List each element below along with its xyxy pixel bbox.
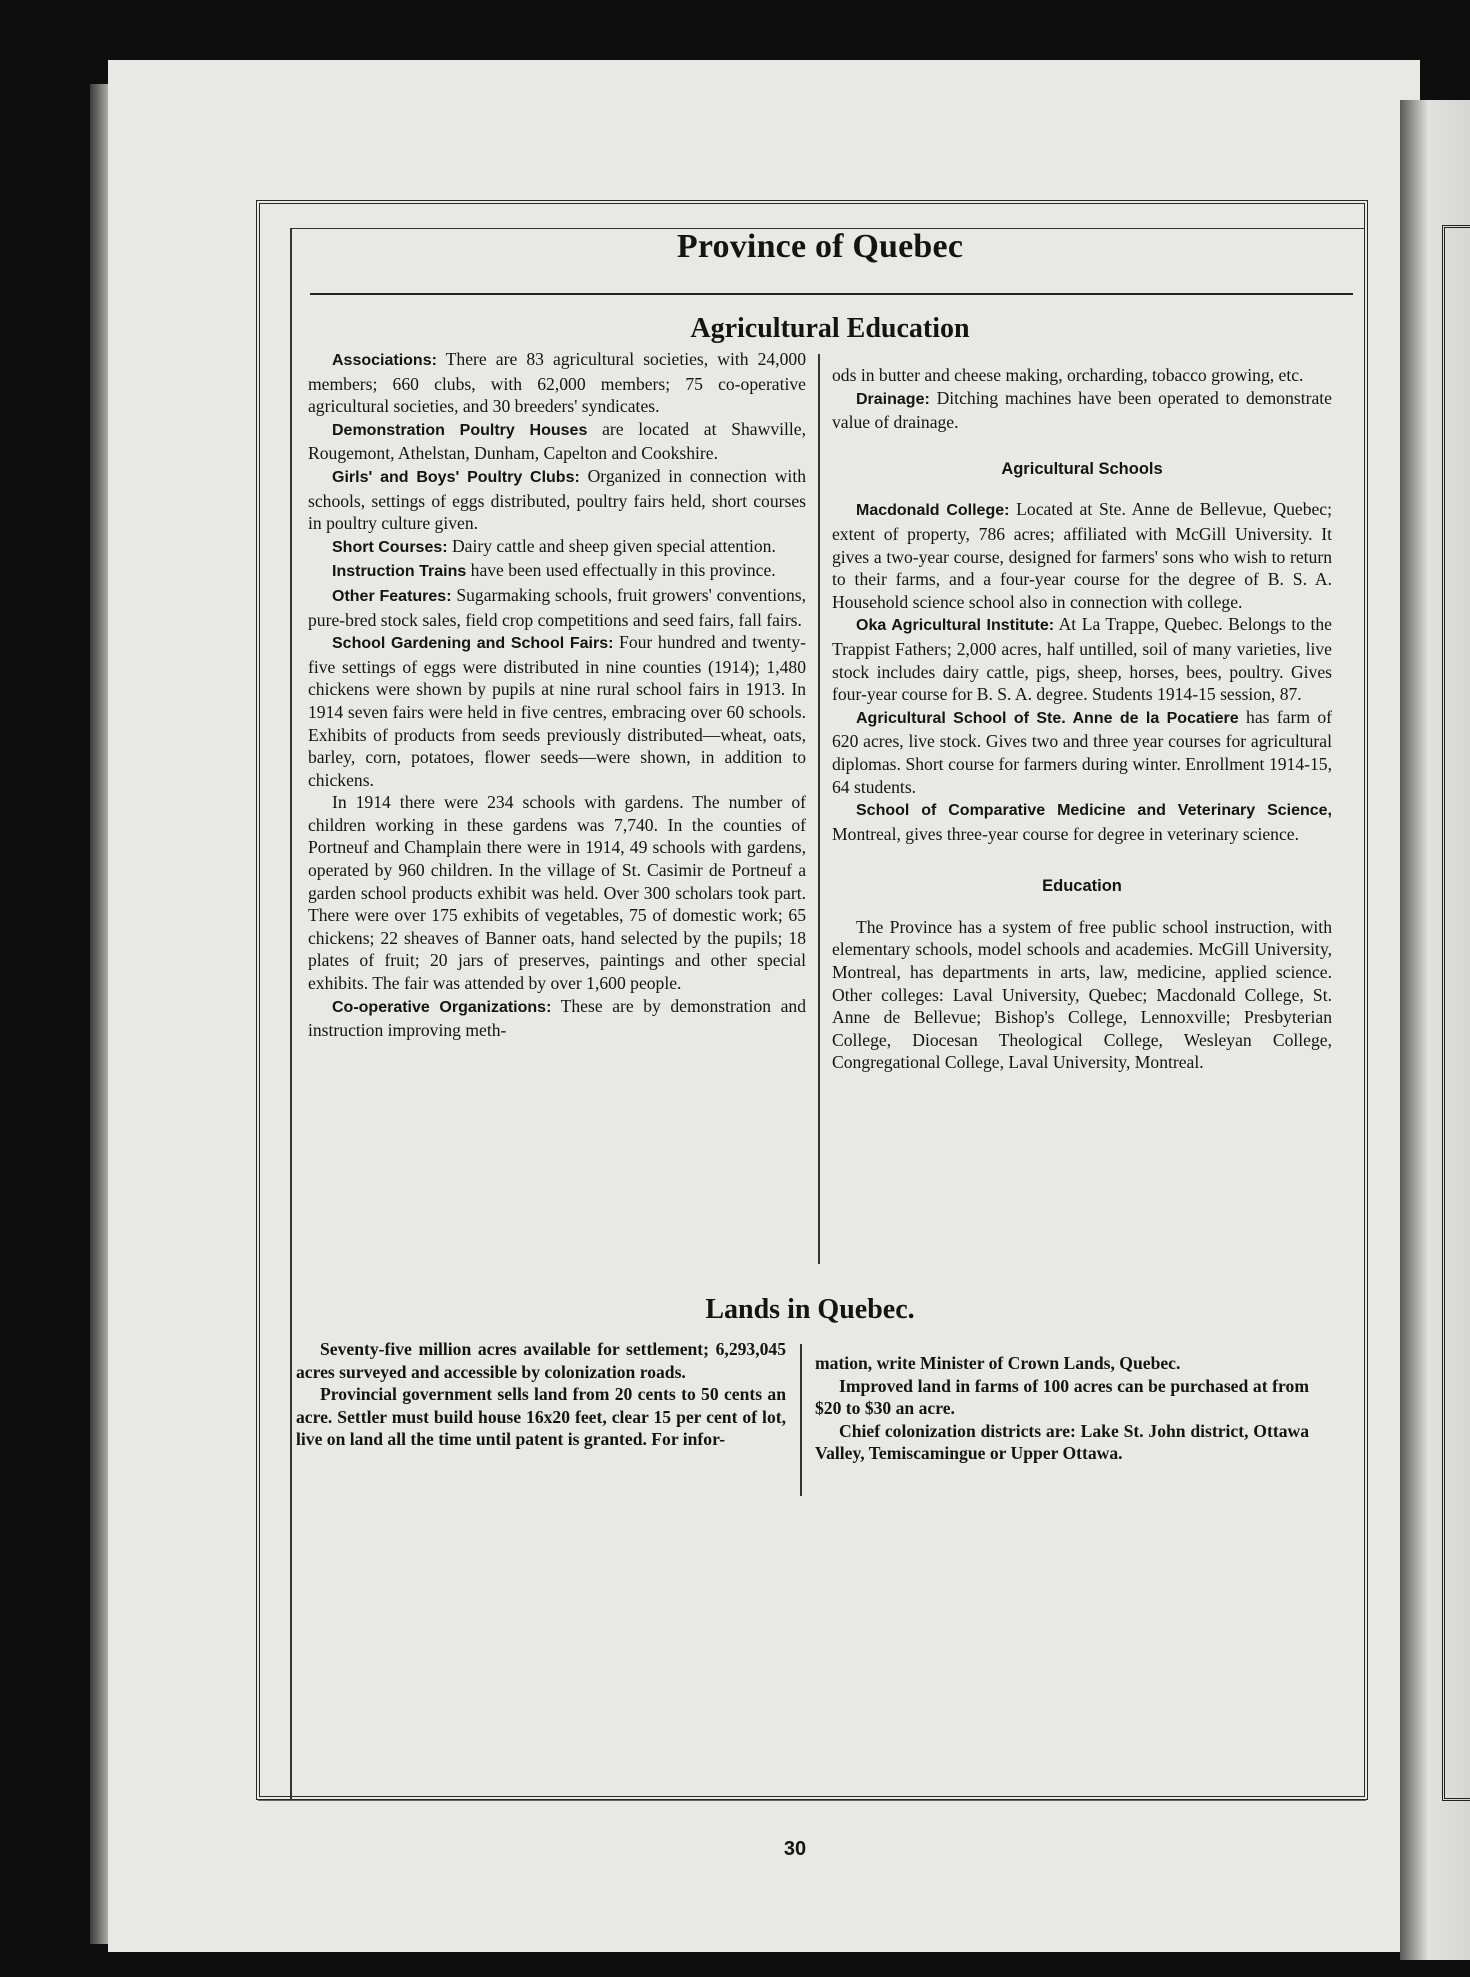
paragraph-text: Ditching machines have been operated to demonstrate value of drainage. [832,387,1332,433]
paragraph-label: Other Features: [332,587,452,605]
lands-column-divider [800,1344,802,1496]
paragraph-text: Located at Ste. Anne de Bellevue, Quebec; extent of property, 786 acres; affiliated with McGill University. It gives a two-year course, designed for farmers' sons who wish to return to their farms, and a four-year course for the degree of B. S. A. Household science school also in connection with college. [832,499,1333,612]
paragraph-text: Dairy cattle and sheep given special attention. [447,535,776,556]
paragraph: Chief colonization districts are: Lake St. John district, Ottawa Valley, Temiscamingue or Upper Ottawa. [815,1420,1309,1464]
paragraph-text: are located at Shawville, Rougemont, Athelstan, Dunham, Capelton and Cookshire. [308,418,806,464]
paragraph-label: Girls' and Boys' Poultry Clubs: [332,468,580,486]
frame-bottom-line [258,1800,1366,1801]
paragraph-text: has farm of 620 acres, live stock. Gives two and three year courses for agricultural diplomas. Short course for farmers during winter. Enrollment 1914-15, 64 students. [832,706,1333,797]
paragraph-label: School Gardening and School Fairs: [332,635,614,653]
section-title-lands: Lands in Quebec. [705,1294,915,1325]
paragraph [308,584,806,631]
title-rule [310,293,1353,295]
paragraph [308,631,806,791]
paragraph [832,798,1332,845]
paragraph [832,613,1332,705]
page-title: Province of Quebec [676,228,964,265]
paragraph-label: Oka Agricultural Institute: [856,617,1055,635]
paragraph-text: Organized in connection with schools, settings of eggs distributed, poultry fairs held, short courses in poultry culture given. [308,465,807,534]
paragraph-text: At La Trappe, Quebec. Belongs to the Trappist Fathers; 2,000 acres, half untilled, soil of many varieties, live stock includes dairy cattle, pigs, sheep, horses, bees, poultry. Gives four-year course for B. S. A. degree. Students 1914-15 session, 87. [832,614,1332,705]
paragraph [308,559,806,584]
lands-right-column [815,1352,1309,1465]
paragraph-label: Macdonald College: [856,502,1010,520]
heading-education: Education [1042,877,1122,896]
page-number: 30 [783,1838,807,1860]
paragraph-label: Short Courses: [332,538,448,556]
paragraph: Seventy-five million acres available for settlement; 6,293,045 acres surveyed and accessible by colonization roads. [296,1339,786,1382]
paragraph-label: Demonstration Poultry Houses [332,421,588,439]
paragraph [308,791,806,994]
left-column [308,348,806,1042]
paragraph-text: There are 83 agricultural societies, with 24,000 members; 660 clubs, with 62,000 members; 75 co-operative agricultural societies, and 30 breeders' syndicates. [308,349,806,417]
paragraph-continuation: ods in butter and cheese making, orcharding, tobacco growing, etc. [832,365,1304,385]
paragraph-label: Drainage: [856,390,930,408]
paragraph: Provincial government sells land from 20 cents to 50 cents an acre. Settler must build house 16x20 feet, clear 15 per cent of lot, live on land all the time until patent is granted. For infor- [296,1384,786,1450]
heading-agricultural-schools: Agricultural Schools [1001,459,1163,478]
adjacent-page-frame [1442,225,1470,1801]
paragraph: The Province has a system of free public school instruction, with elementary schools, model schools and academies. McGill University, Montreal, has departments in arts, law, medicine, applied science. Other colleges: Laval University, Quebec; Macdonald College, St. Anne de Bellevue; Bishop's College, Lennoxville; Presbyterian College, Diocesan Theological College, Wesleyan College, Congregational College, Laval University, Montreal. [832,916,1332,1073]
right-column [832,364,1332,1074]
column-divider [818,354,820,1264]
paragraph-text: These are by demonstration and instruction improving meth- [308,995,806,1041]
paragraph-text: have been used effectually in this province. [466,560,776,581]
paragraph [308,465,806,535]
paragraph-label: Associations: [332,352,437,369]
paragraph [832,387,1332,434]
paragraph-text: In 1914 there were 234 schools with gardens. The number of children working in these gardens was 7,740. In the counties of Portneuf and Champlain there were in 1914, 49 schools with gardens, operated by 960 children. In the village of St. Casimir de Portneuf a garden school products exhibit was held. Over 300 scholars took part. There were over 175 exhibits of vegetables, 75 of domestic work; 65 chickens; 22 sheaves of Banner oats, hand selected by the pupils; 18 plates of fruit; 20 jars of preserves, paintings and other special exhibits. The fair was attended by over 1,600 people. [308,792,806,994]
paragraph [832,498,1332,613]
paragraph-label: Co-operative Organizations: [332,998,552,1016]
paragraph-text: Four hundred and twenty-five settings of eggs were distributed in nine counties (1914); 1,480 chickens were shown by pupils at nine rural school fairs in 1913. In 1914 seven fairs were held in five centres, embracing over 60 schools. Exhibits of products from seeds previously distributed—wheat, oats, barley, corn, potatoes, flower seeds—were shown, in addition to chickens. [308,632,806,790]
section-title-agricultural-education: Agricultural Education [690,313,970,344]
paragraph-label: School of Comparative Medicine and Veterinary Science, [856,802,1332,820]
paragraph [308,418,806,465]
paragraph [308,348,806,418]
paragraph [308,995,806,1042]
paragraph [308,535,806,560]
paragraph-text: Montreal, gives three-year course for degree in veterinary science. [832,823,1299,844]
paragraph-text: Sugarmaking schools, fruit growers' conventions, pure-bred stock sales, field crop competitions and seed fairs, fall fairs. [308,584,807,630]
paragraph-label: Agricultural School of Ste. Anne de la Pocatiere [856,709,1239,727]
paragraph [832,706,1332,798]
paragraph-continuation: mation, write Minister of Crown Lands, Quebec. [815,1353,1181,1373]
paragraph: Improved land in farms of 100 acres can be purchased at from $20 to $30 an acre. [815,1375,1309,1419]
paragraph-label: Instruction Trains [332,563,467,581]
lands-left-column [296,1338,786,1451]
